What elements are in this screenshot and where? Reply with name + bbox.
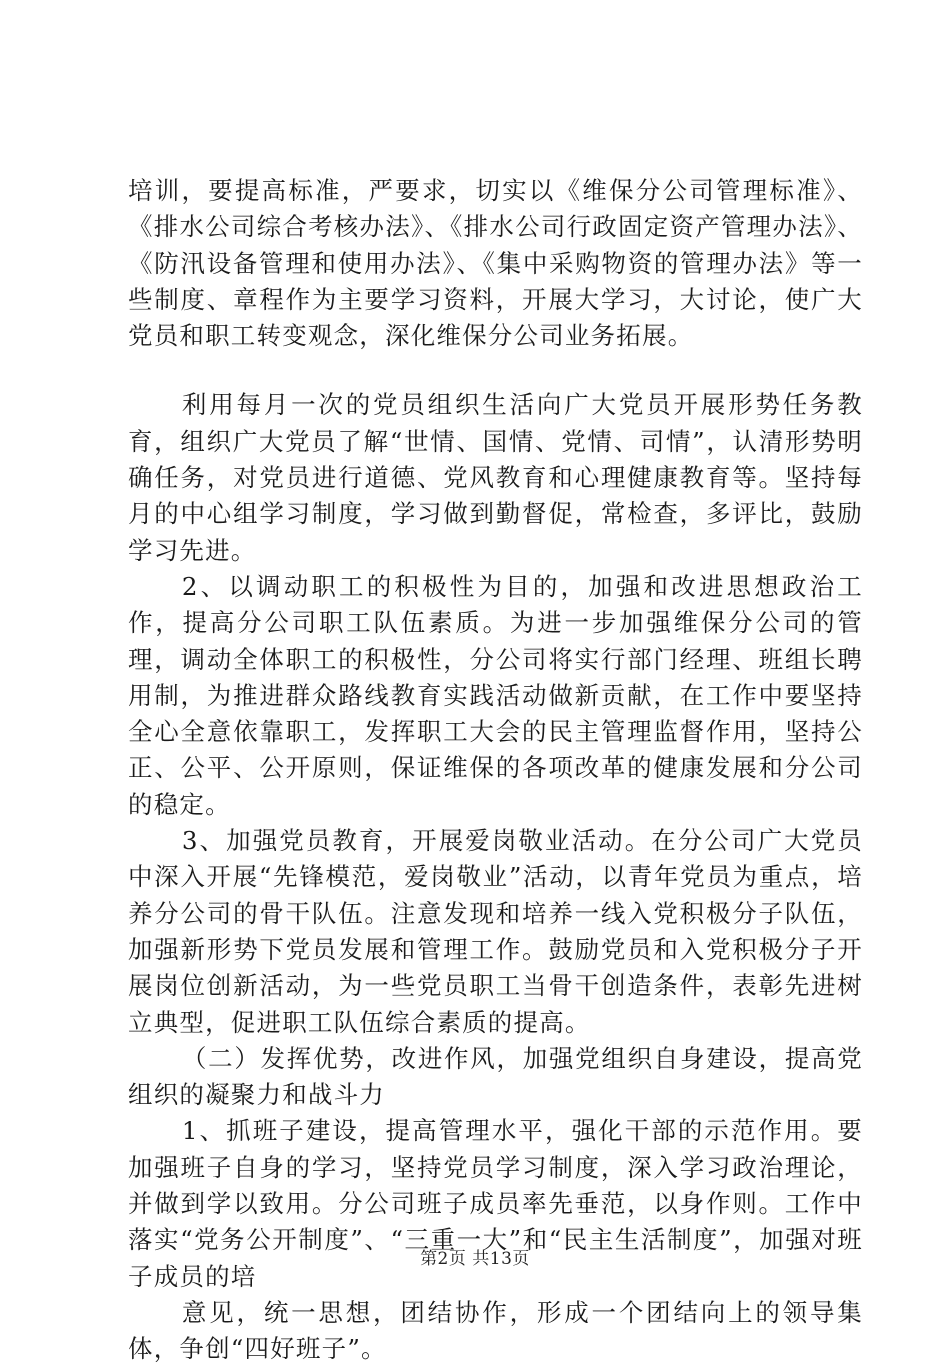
paragraph-four-good-teams: 意见，统一思想，团结协作，形成一个团结向上的领导集体，争创“四好班子”。: [128, 1297, 863, 1364]
paragraph-section-3: 3、加强党员教育，开展爱岗敬业活动。在分公司广大党员中深入开展“先锋模范，爱岗敬业”活动，以青年党员为重点，培养分公司的骨干队伍。注意发现和培养一线入党积极分子队伍，加强新形势下党员发展和管理工作。鼓励党员和入党积极分子开展岗位创新活动，为一些党员职工当骨干创造条件，表彰先进树立典型，促进职工队伍综合素质的提高。: [128, 826, 863, 1037]
paragraph-team-building: 1、抓班子建设，提高管理水平，强化干部的示范作用。要加强班子自身的学习，坚持党员学习制度，深入学习政治理论，并做到学以致用。分公司班子成员率先垂范，以身作则。工作中落实“党务公开制度”、“三重一大”和“民主生活制度”，加强对班子成员的培: [128, 1116, 863, 1291]
paragraph-section-2: 2、以调动职工的积极性为目的，加强和改进思想政治工作，提高分公司职工队伍素质。为进一步加强维保分公司的管理，调动全体职工的积极性，分公司将实行部门经理、班组长聘用制，为推进群众路线教育实践活动做新贡献，在工作中要坚持全心全意依靠职工，发挥职工大会的民主管理监督作用，坚持公正、公平、公开原则，保证维保的各项改革的健康发展和分公司的稳定。: [128, 571, 863, 819]
section-heading-part-two: （二）发挥优势，改进作风，加强党组织自身建设，提高党组织的凝聚力和战斗力: [128, 1043, 863, 1110]
paragraph-monthly-education: 利用每月一次的党员组织生活向广大党员开展形势任务教育，组织广大党员了解“世情、国情、党情、司情”，认清形势明确任务，对党员进行道德、党风教育和心理健康教育等。坚持每月的中心组学习制度，学习做到勤督促，常检查，多评比，鼓励学习先进。: [128, 390, 863, 565]
paragraph-training-materials: 培训，要提高标准，严要求，切实以《维保分公司管理标准》、《排水公司综合考核办法》、《排水公司行政固定资产管理办法》、《防汛设备管理和使用办法》、《集中采购物资的管理办法》等一些制度、章程作为主要学习资料，开展大学习，大讨论，使广大党员和职工转变观念，深化维保分公司业务拓展。: [128, 176, 863, 351]
page-number-footer: 第2页 共13页: [420, 1249, 530, 1269]
document-body: [128, 173, 863, 1368]
